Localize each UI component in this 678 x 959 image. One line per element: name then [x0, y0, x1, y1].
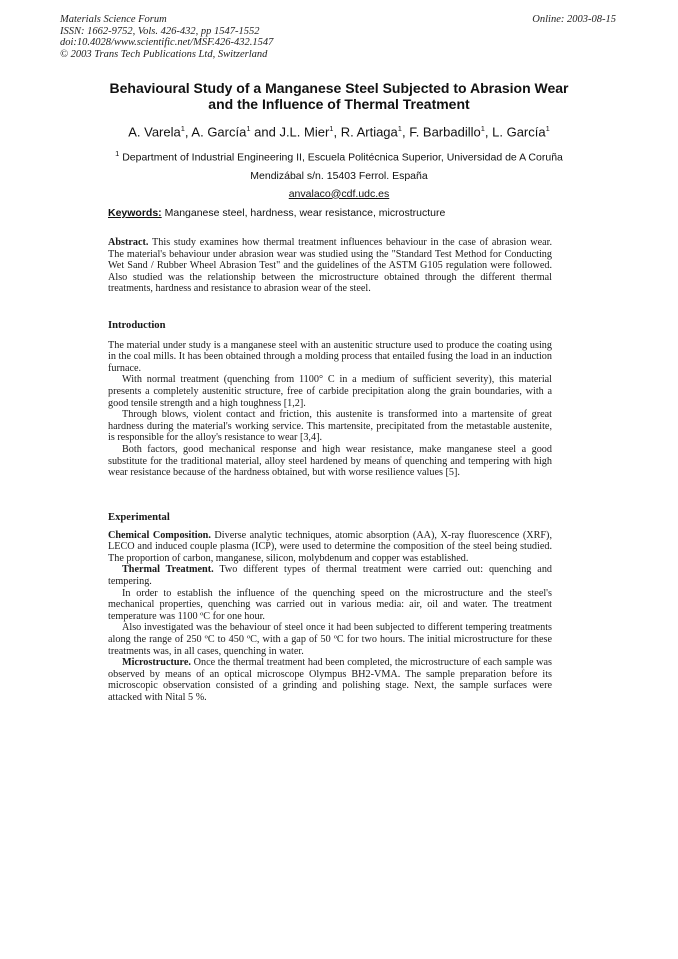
introduction-paragraph: Through blows, violent contact and friction, this austenite is transformed into a martensite of great hardness during the material's working service. This martensite, precipitated from the metastable austenite, is responsible for the alloy's resistance to wear [3,4]. — [108, 409, 552, 444]
author-affil-mark: 1 — [397, 124, 402, 133]
keywords-text: Manganese steel, hardness, wear resistance, microstructure — [161, 207, 446, 219]
affiliation-mark: 1 — [115, 149, 120, 158]
author-affil-mark: 1 — [180, 124, 185, 133]
microstructure-text: Once the thermal treatment had been completed, the microstructure of each sample was observed by means of an optical microscope Olympus BH2-VMA. The sample preparation before its microscopic observation consisted of a grinding and polishing stage. Next, the sample surfaces were attacked with Nital 5 %. — [108, 657, 552, 703]
introduction-paragraph: With normal treatment (quenching from 1100° C in a medium of sufficient severity), this material presents a completely austenitic structure, free of carbide precipitation along the grain boundaries, with a good tensile strength and a high toughness [1,2]. — [108, 374, 552, 409]
journal-doi: doi:10.4028/www.scientific.net/MSF.426-432.1547 — [60, 37, 274, 48]
introduction-paragraph: The material under study is a manganese steel with an austenitic structure used to produce the coating using in the coal mills. It has been obtained through a molding process that entailed fusing the load in an induction furnace. — [108, 339, 552, 374]
introduction-section — [108, 320, 552, 479]
affiliation-department — [60, 145, 618, 167]
author-separator: , — [184, 124, 192, 140]
author-list — [60, 124, 618, 139]
author-affil-mark: 1 — [329, 124, 334, 133]
microstructure-paragraph — [108, 657, 552, 703]
abstract-label: Abstract. — [108, 237, 149, 248]
experimental-heading: Experimental — [108, 512, 170, 523]
introduction-paragraph: Both factors, good mechanical response and high wear resistance, make manganese steel a good substitute for the traditional material, alloy steel hardened by means of quenching and tempering with high wear resistance because of the hardness obtained, but with worse resilience values [5]. — [108, 443, 552, 479]
chemical-composition-label: Chemical Composition. — [108, 529, 211, 541]
title-line-1: Behavioural Study of a Manganese Steel Subjected to Abrasion Wear — [109, 80, 569, 96]
online-date: Online: 2003-08-15 — [532, 14, 616, 25]
author-name: L. García — [492, 124, 546, 140]
microstructure-label: Microstructure. — [122, 657, 191, 669]
author-separator: , — [401, 124, 410, 140]
author-name: J.L. Mier — [279, 124, 330, 140]
quenching-paragraph: In order to establish the influence of the quenching speed on the microstructure and the steel's mechanical properties, quenching was carried out in various media: air, oil and water. The treatment temperature was 1100 ºC for one hour. — [108, 587, 552, 622]
chemical-composition-text: Diverse analytic techniques, atomic absorption (AA), X-ray fluorescence (XRF), LECO and induced couple plasma (ICP), were used to determine the composition of the steel being studied. The proportion of carbon, manganese, silicon, molybdenum and copper was established. — [108, 529, 552, 564]
author-email-link[interactable]: anvalaco@cdf.udc.es — [288, 187, 390, 200]
affiliation-line-1: Department of Industrial Engineering II, Escuela Politécnica Superior, Universidad de A Coruña — [122, 151, 563, 164]
affiliation-address: Mendizábal s/n. 15403 Ferrol. España — [250, 169, 428, 182]
experimental-section — [108, 512, 552, 704]
journal-header — [60, 14, 273, 60]
paper-title — [60, 80, 618, 112]
tempering-paragraph: Also investigated was the behaviour of steel once it had been subjected to different tempering treatments along the range of 250 ºC to 450 ºC, with a gap of 50 ºC for two hours. The initial microstructure for these treatments was, in all cases, quenching in water. — [108, 622, 552, 657]
thermal-treatment-paragraph — [108, 564, 552, 587]
abstract — [108, 237, 552, 295]
author-separator: , — [333, 124, 341, 140]
title-line-2: and the Influence of Thermal Treatment — [208, 96, 470, 112]
journal-copyright: © 2003 Trans Tech Publications Ltd, Switzerland — [60, 48, 268, 60]
author-name: F. Barbadillo — [409, 124, 481, 140]
thermal-treatment-label: Thermal Treatment. — [122, 564, 214, 576]
author-affil-mark: 1 — [545, 124, 550, 133]
chemical-composition-paragraph — [108, 530, 552, 565]
keywords — [108, 207, 445, 219]
author-affil-mark: 1 — [480, 124, 485, 133]
author-name: A. Varela — [128, 124, 181, 140]
journal-name: Materials Science Forum — [60, 14, 167, 25]
author-name: R. Artiaga — [340, 124, 398, 140]
keywords-label: Keywords: — [108, 207, 162, 219]
introduction-heading: Introduction — [108, 320, 166, 331]
author-affil-mark: 1 — [246, 124, 251, 133]
journal-issn: ISSN: 1662-9752, Vols. 426-432, pp 1547-1552 — [60, 25, 260, 37]
author-name: A. García — [191, 124, 247, 140]
thermal-treatment-text: Two different types of thermal treatment were carried out: quenching and tempering. — [108, 564, 553, 587]
author-separator: , — [484, 124, 493, 140]
author-conjunction: and — [250, 124, 280, 140]
affiliation — [60, 145, 618, 203]
abstract-text: This study examines how thermal treatment influences behaviour in the case of abrasion wear. The material's behaviour under abrasion wear was studied using the "Standard Test Method for Conducting Wet Sand / Rubber Wheel Abrasion Test" and the guidelines of the ASTM G105 regulation were followed. Also studied was the relationship between the microstructure obtained through the different thermal treatments, hardness and resistance to abrasion wear of the steel. — [108, 237, 552, 295]
